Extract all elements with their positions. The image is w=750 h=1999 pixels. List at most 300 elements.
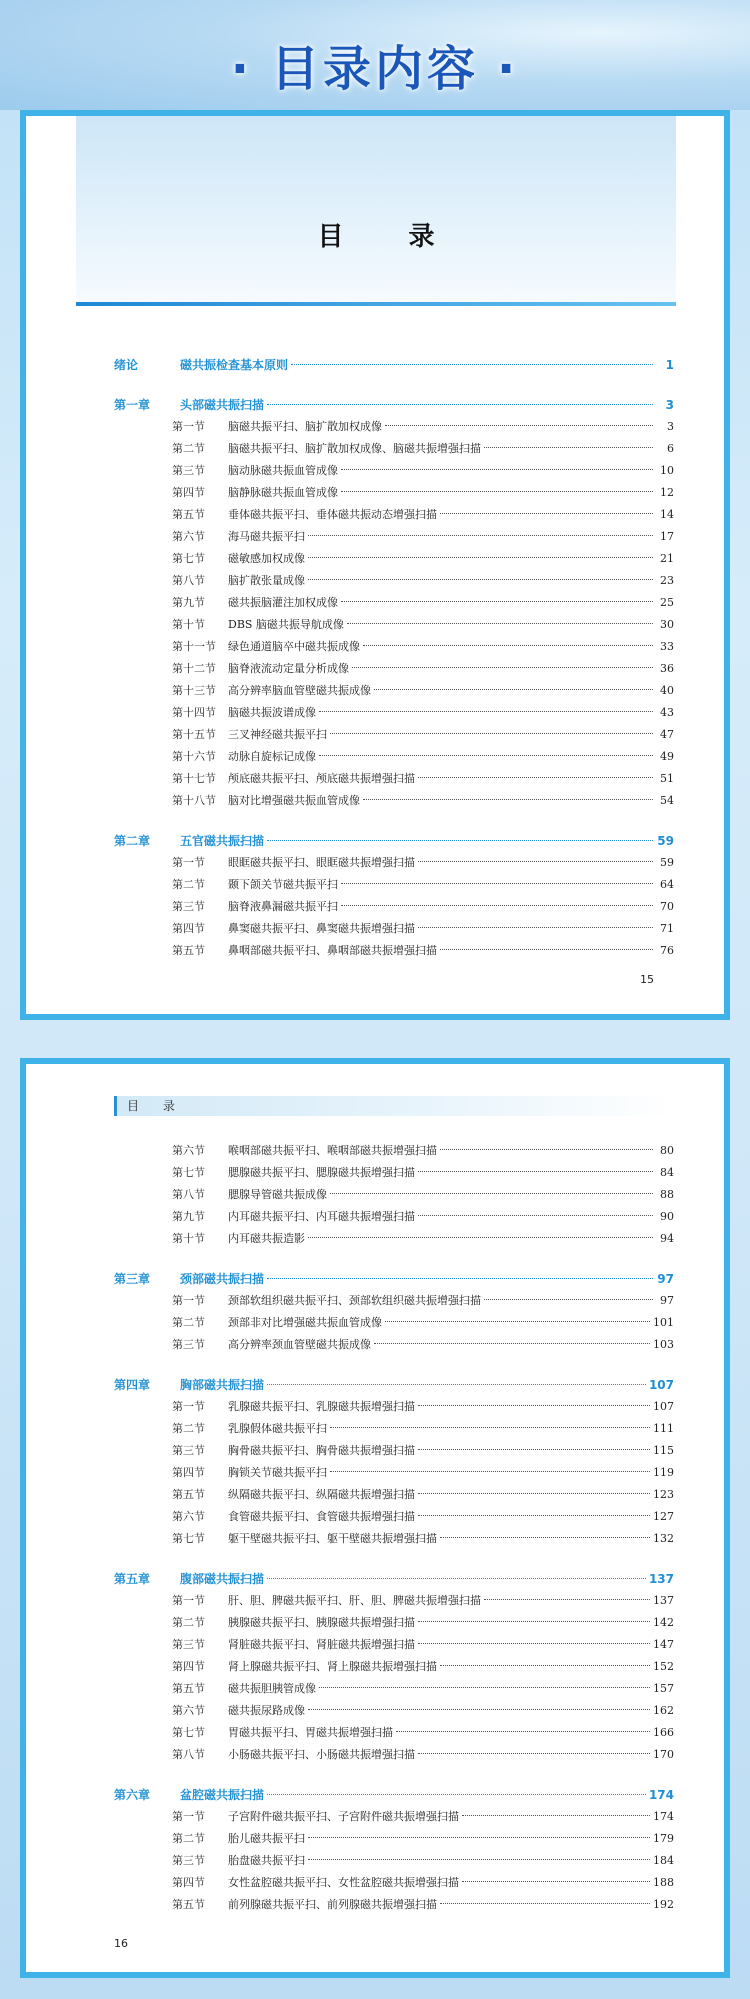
toc-entry-page: 101	[653, 1316, 674, 1329]
toc-leader-dots	[418, 861, 653, 862]
toc-leader-dots	[330, 1471, 650, 1472]
toc-entry-page: 25	[660, 596, 674, 609]
toc-entry-title: 纵隔磁共振平扫、纵隔磁共振增强扫描	[228, 1488, 415, 1501]
toc-entry-title: 脑扩散张量成像	[228, 574, 305, 587]
page-number: 16	[114, 1937, 128, 1950]
toc-section-row[interactable]	[114, 658, 674, 680]
toc-entry-label: 第四节	[172, 922, 205, 935]
toc-leader-dots	[267, 1278, 653, 1279]
toc-entry-label: 第六节	[172, 530, 205, 543]
toc-entry-title: 脑动脉磁共振血管成像	[228, 464, 338, 477]
toc-leader-dots	[418, 1515, 650, 1516]
toc-entry-title: 磁共振脑灌注加权成像	[228, 596, 338, 609]
toc-entry-page: 142	[653, 1616, 674, 1629]
toc-leader-dots	[267, 840, 653, 841]
banner-dot-left: ·	[230, 41, 253, 97]
toc-entry-title: 内耳磁共振平扫、内耳磁共振增强扫描	[228, 1210, 415, 1223]
toc-entry-title: 鼻窦磁共振平扫、鼻窦磁共振增强扫描	[228, 922, 415, 935]
page-number: 15	[640, 973, 654, 986]
toc-entry-page: 51	[660, 772, 674, 785]
toc-section-row[interactable]	[114, 1634, 674, 1656]
toc-leader-dots	[308, 579, 653, 580]
toc-leader-dots	[308, 557, 653, 558]
banner-title	[0, 30, 750, 99]
toc-entry-page: 115	[653, 1444, 674, 1457]
toc-entry-title: 颈部非对比增强磁共振血管成像	[228, 1316, 382, 1329]
toc-entry-label: 第三节	[172, 1444, 205, 1457]
toc-section-row[interactable]	[114, 768, 674, 790]
toc-entry-label: 第一节	[172, 1594, 205, 1607]
toc-section-row[interactable]	[114, 482, 674, 504]
toc-leader-dots	[319, 755, 653, 756]
toc-entry-title: 颈部磁共振扫描	[180, 1272, 265, 1286]
toc-entry-title: 食管磁共振平扫、食管磁共振增强扫描	[228, 1510, 415, 1523]
toc-section-row[interactable]	[114, 1184, 674, 1206]
toc-leader-dots	[440, 1149, 653, 1150]
toc-entry-page: 137	[648, 1572, 674, 1586]
toc-entry-page: 70	[660, 900, 674, 913]
toc-section-row[interactable]	[114, 680, 674, 702]
toc-section-row[interactable]	[114, 940, 674, 962]
toc-entry-label: 第十八节	[172, 794, 216, 807]
toc-leader-dots	[396, 1731, 650, 1732]
header-banner	[0, 0, 750, 110]
toc-leader-dots	[440, 949, 653, 950]
toc-entry-label: 第二节	[172, 1316, 205, 1329]
toc-chapter-row[interactable]	[114, 830, 674, 852]
toc-page-1	[20, 110, 730, 1020]
toc-entry-title: 绿色通道脑卒中磁共振成像	[228, 640, 360, 653]
toc-leader-dots	[418, 1405, 650, 1406]
toc-entry-title: 鼻咽部磁共振平扫、鼻咽部磁共振增强扫描	[228, 944, 437, 957]
toc-entry-label: 第六章	[114, 1788, 151, 1802]
toc-leader-dots	[484, 1599, 650, 1600]
toc-entry-title: 高分辨率脑血管壁磁共振成像	[228, 684, 371, 697]
toc-entry-label: 第十节	[172, 618, 205, 631]
toc-entry-page: 6	[667, 442, 674, 455]
toc-entry-title: 脑静脉磁共振血管成像	[228, 486, 338, 499]
toc-chapter-row[interactable]	[114, 394, 674, 416]
toc-entry-label: 第十六节	[172, 750, 216, 763]
toc-entry-title: 高分辨率颈血管壁磁共振成像	[228, 1338, 371, 1351]
toc-entry-page: 107	[653, 1400, 674, 1413]
toc-section-row[interactable]	[114, 438, 674, 460]
toc-entry-label: 第十七节	[172, 772, 216, 785]
toc-entry-title: 腮腺磁共振平扫、腮腺磁共振增强扫描	[228, 1166, 415, 1179]
toc-entry-label: 第七节	[172, 552, 205, 565]
toc-leader-dots	[440, 1903, 650, 1904]
toc-entry-label: 第一节	[172, 1810, 205, 1823]
toc-entry-page: 123	[653, 1488, 674, 1501]
toc-section-row[interactable]	[114, 1850, 674, 1872]
toc-entry-page: 157	[653, 1682, 674, 1695]
toc-section-row[interactable]	[114, 1700, 674, 1722]
toc-section-row[interactable]	[114, 918, 674, 940]
toc-leader-dots	[418, 1493, 650, 1494]
toc-entry-label: 第四节	[172, 1876, 205, 1889]
toc-entry-title: 颞下颌关节磁共振平扫	[228, 878, 338, 891]
toc-leader-dots	[363, 799, 653, 800]
toc-entry-title: 三叉神经磁共振平扫	[228, 728, 327, 741]
toc-leader-dots	[341, 601, 653, 602]
toc-leader-dots	[330, 1427, 650, 1428]
toc-section-row[interactable]	[114, 1396, 674, 1418]
toc-leader-dots	[418, 1171, 653, 1172]
toc-entry-label: 第三节	[172, 1338, 205, 1351]
toc-entry-title: 五官磁共振扫描	[180, 834, 265, 848]
toc-leader-dots	[308, 1709, 650, 1710]
toc-title-band	[76, 116, 676, 306]
toc-leader-dots	[308, 1837, 650, 1838]
toc-entry-title: 胎盘磁共振平扫	[228, 1854, 305, 1867]
toc-entry-label: 第六节	[172, 1704, 205, 1717]
toc-entry-page: 17	[660, 530, 674, 543]
toc-entry-page: 174	[648, 1788, 674, 1802]
toc-section-row[interactable]	[114, 1206, 674, 1228]
toc-entry-page: 33	[660, 640, 674, 653]
toc-entry-title: 胎儿磁共振平扫	[228, 1832, 305, 1845]
toc-leader-dots	[418, 1621, 650, 1622]
toc-entry-label: 第十节	[172, 1232, 205, 1245]
toc-leader-dots	[418, 1215, 653, 1216]
toc-entry-title: 胰腺磁共振平扫、胰腺磁共振增强扫描	[228, 1616, 415, 1629]
toc-entry-label: 第二章	[114, 834, 151, 848]
toc-entry-title: 磁敏感加权成像	[228, 552, 305, 565]
toc-leader-dots	[341, 491, 653, 492]
toc-entry-label: 第五节	[172, 1682, 205, 1695]
toc-entry-page: 54	[660, 794, 674, 807]
toc-entry-title: 磁共振胆胰管成像	[228, 1682, 316, 1695]
toc-section-row[interactable]	[114, 1418, 674, 1440]
toc-leader-dots	[418, 927, 653, 928]
running-head: 目 录	[114, 1096, 674, 1116]
toc-leader-dots	[308, 535, 653, 536]
toc-leader-dots	[330, 733, 653, 734]
toc-entry-page: 43	[660, 706, 674, 719]
toc-entry-page: 71	[660, 922, 674, 935]
toc-leader-dots	[363, 645, 653, 646]
toc-entry-label: 第六节	[172, 1144, 205, 1157]
toc-entry-title: 脑磁共振波谱成像	[228, 706, 316, 719]
toc-title-rule	[76, 302, 676, 306]
toc-entry-title: 前列腺磁共振平扫、前列腺磁共振增强扫描	[228, 1898, 437, 1911]
toc-entry-page: 97	[657, 1272, 674, 1286]
toc-leader-dots	[440, 513, 653, 514]
toc-entry-page: 170	[653, 1748, 674, 1761]
toc-leader-dots	[267, 404, 653, 405]
toc-entry-title: 头部磁共振扫描	[180, 398, 265, 412]
toc-leader-dots	[308, 1237, 653, 1238]
toc-entry-title: 颈部软组织磁共振平扫、颈部软组织磁共振增强扫描	[228, 1294, 481, 1307]
toc-entry-label: 第一节	[172, 420, 205, 433]
toc-entry-title: 乳腺磁共振平扫、乳腺磁共振增强扫描	[228, 1400, 415, 1413]
toc-entry-label: 绪论	[114, 358, 139, 372]
toc-entry-page: 166	[653, 1726, 674, 1739]
toc-section-row[interactable]	[114, 874, 674, 896]
toc-entry-label: 第十四节	[172, 706, 216, 719]
toc-section-row[interactable]	[114, 614, 674, 636]
toc-leader-dots	[341, 883, 653, 884]
toc-section-row[interactable]	[114, 460, 674, 482]
toc-entry-title: 肾脏磁共振平扫、肾脏磁共振增强扫描	[228, 1638, 415, 1651]
toc-leader-dots	[267, 1578, 646, 1579]
toc-entry-title: 胸骨磁共振平扫、胸骨磁共振增强扫描	[228, 1444, 415, 1457]
toc-entry-title: 盆腔磁共振扫描	[180, 1788, 265, 1802]
toc-section-row[interactable]	[114, 1440, 674, 1462]
toc-section-row[interactable]	[114, 1528, 674, 1550]
toc-section-row[interactable]	[114, 1506, 674, 1528]
toc-entry-page: 119	[653, 1466, 674, 1479]
toc-entry-label: 第四节	[172, 1466, 205, 1479]
toc-entry-page: 3	[667, 420, 674, 433]
toc-entry-label: 第二节	[172, 1832, 205, 1845]
toc-section-row[interactable]	[114, 1612, 674, 1634]
toc-leader-dots	[352, 667, 653, 668]
toc-entry-page: 76	[660, 944, 674, 957]
toc-entry-label: 第五节	[172, 1898, 205, 1911]
toc-section-row[interactable]	[114, 1312, 674, 1334]
toc-section-row[interactable]	[114, 504, 674, 526]
toc-entry-page: 21	[660, 552, 674, 565]
toc-leader-dots	[462, 1815, 650, 1816]
toc-entry-label: 第二节	[172, 1422, 205, 1435]
toc-section-row[interactable]	[114, 1656, 674, 1678]
toc-entry-label: 第三节	[172, 900, 205, 913]
toc-leader-dots	[418, 777, 653, 778]
toc-leader-dots	[319, 1687, 650, 1688]
toc-entry-title: 脑脊液鼻漏磁共振平扫	[228, 900, 338, 913]
toc-entry-page: 59	[660, 856, 674, 869]
toc-section-row[interactable]	[114, 1334, 674, 1356]
toc-entry-label: 第三章	[114, 1272, 151, 1286]
toc-section-row[interactable]	[114, 1484, 674, 1506]
toc-entry-title: 颅底磁共振平扫、颅底磁共振增强扫描	[228, 772, 415, 785]
toc-entry-title: 腹部磁共振扫描	[180, 1572, 265, 1586]
toc-entry-page: 3	[665, 398, 674, 412]
toc-section-row[interactable]	[114, 1722, 674, 1744]
toc-section-row[interactable]	[114, 790, 674, 812]
toc-entry-label: 第九节	[172, 596, 205, 609]
toc-chapter-row[interactable]	[114, 1568, 674, 1590]
toc-leader-dots	[440, 1537, 650, 1538]
toc-entry-title: 胃磁共振平扫、胃磁共振增强扫描	[228, 1726, 393, 1739]
toc-section-row[interactable]	[114, 1228, 674, 1250]
toc-entry-label: 第一节	[172, 856, 205, 869]
toc-chapter-row[interactable]	[114, 1784, 674, 1806]
toc-chapter-row[interactable]	[114, 1268, 674, 1290]
toc-entry-title: 肾上腺磁共振平扫、肾上腺磁共振增强扫描	[228, 1660, 437, 1673]
toc-leader-dots	[291, 364, 653, 365]
toc-section-row[interactable]	[114, 1806, 674, 1828]
toc-entry-title: 肝、胆、脾磁共振平扫、肝、胆、脾磁共振增强扫描	[228, 1594, 481, 1607]
toc-leader-dots	[374, 689, 653, 690]
toc-entry-title: 眼眶磁共振平扫、眼眶磁共振增强扫描	[228, 856, 415, 869]
toc-section-row[interactable]	[114, 1678, 674, 1700]
toc-list-page-1	[114, 354, 674, 962]
toc-entry-label: 第一节	[172, 1400, 205, 1413]
toc-entry-label: 第十五节	[172, 728, 216, 741]
toc-section-row[interactable]	[114, 724, 674, 746]
toc-section-row[interactable]	[114, 416, 674, 438]
toc-leader-dots	[308, 1859, 650, 1860]
toc-leader-dots	[385, 1321, 650, 1322]
toc-entry-page: 152	[653, 1660, 674, 1673]
toc-chapter-row[interactable]	[114, 1374, 674, 1396]
toc-entry-label: 第五节	[172, 944, 205, 957]
toc-entry-page: 40	[660, 684, 674, 697]
toc-leader-dots	[418, 1449, 650, 1450]
toc-entry-page: 90	[660, 1210, 674, 1223]
toc-leader-dots	[385, 425, 653, 426]
toc-section-row[interactable]	[114, 1894, 674, 1916]
toc-entry-page: 192	[653, 1898, 674, 1911]
toc-section-row[interactable]	[114, 746, 674, 768]
toc-entry-page: 59	[657, 834, 674, 848]
toc-entry-page: 179	[653, 1832, 674, 1845]
toc-entry-title: 脑脊液流动定量分析成像	[228, 662, 349, 675]
toc-entry-label: 第十一节	[172, 640, 216, 653]
toc-entry-title: 磁共振尿路成像	[228, 1704, 305, 1717]
toc-entry-label: 第五节	[172, 508, 205, 521]
toc-entry-page: 30	[660, 618, 674, 631]
toc-section-row[interactable]	[114, 1140, 674, 1162]
toc-entry-page: 188	[653, 1876, 674, 1889]
toc-leader-dots	[484, 447, 653, 448]
toc-entry-page: 64	[660, 878, 674, 891]
toc-entry-title: 脑磁共振平扫、脑扩散加权成像	[228, 420, 382, 433]
toc-leader-dots	[374, 1343, 650, 1344]
toc-entry-title: 乳腺假体磁共振平扫	[228, 1422, 327, 1435]
toc-entry-page: 103	[653, 1338, 674, 1351]
toc-entry-label: 第二节	[172, 878, 205, 891]
toc-entry-page: 84	[660, 1166, 674, 1179]
toc-section-row[interactable]	[114, 1590, 674, 1612]
toc-section-row[interactable]	[114, 570, 674, 592]
toc-leader-dots	[347, 623, 653, 624]
toc-entry-label: 第三节	[172, 1638, 205, 1651]
toc-entry-title: 脑对比增强磁共振血管成像	[228, 794, 360, 807]
toc-leader-dots	[330, 1193, 653, 1194]
toc-entry-title: 子宫附件磁共振平扫、子宫附件磁共振增强扫描	[228, 1810, 459, 1823]
toc-section-row[interactable]	[114, 852, 674, 874]
toc-section-row[interactable]	[114, 548, 674, 570]
toc-entry-label: 第五章	[114, 1572, 151, 1586]
toc-entry-page: 12	[660, 486, 674, 499]
toc-leader-dots	[267, 1794, 646, 1795]
toc-entry-label: 第十二节	[172, 662, 216, 675]
toc-leader-dots	[418, 1753, 650, 1754]
toc-entry-title: 内耳磁共振造影	[228, 1232, 305, 1245]
toc-section-row[interactable]	[114, 1828, 674, 1850]
toc-leader-dots	[341, 905, 653, 906]
toc-entry-page: 14	[660, 508, 674, 521]
toc-entry-title: 海马磁共振平扫	[228, 530, 305, 543]
toc-entry-page: 184	[653, 1854, 674, 1867]
toc-section-row[interactable]	[114, 526, 674, 548]
toc-entry-page: 137	[653, 1594, 674, 1607]
toc-entry-label: 第一节	[172, 1294, 205, 1307]
toc-entry-title: 小肠磁共振平扫、小肠磁共振增强扫描	[228, 1748, 415, 1761]
toc-entry-page: 97	[660, 1294, 674, 1307]
toc-section-row[interactable]	[114, 1744, 674, 1766]
toc-leader-dots	[267, 1384, 646, 1385]
toc-list-page-2	[114, 1140, 674, 1916]
toc-entry-page: 111	[653, 1422, 674, 1435]
toc-entry-label: 第二节	[172, 1616, 205, 1629]
toc-entry-label: 第八节	[172, 1748, 205, 1761]
toc-section-row[interactable]	[114, 592, 674, 614]
toc-entry-label: 第八节	[172, 1188, 205, 1201]
toc-leader-dots	[341, 469, 653, 470]
toc-entry-page: 49	[660, 750, 674, 763]
toc-entry-label: 第四章	[114, 1378, 151, 1392]
toc-entry-label: 第六节	[172, 1510, 205, 1523]
toc-entry-label: 第七节	[172, 1166, 205, 1179]
toc-entry-title: 胸部磁共振扫描	[180, 1378, 265, 1392]
toc-entry-label: 第二节	[172, 442, 205, 455]
toc-page-2	[20, 1058, 730, 1978]
toc-entry-title: 躯干壁磁共振平扫、躯干壁磁共振增强扫描	[228, 1532, 437, 1545]
toc-section-row[interactable]	[114, 636, 674, 658]
toc-entry-page: 94	[660, 1232, 674, 1245]
toc-section-row[interactable]	[114, 1872, 674, 1894]
banner-title-text: 目录内容	[270, 41, 479, 97]
toc-entry-label: 第十三节	[172, 684, 216, 697]
toc-entry-page: 174	[653, 1810, 674, 1823]
toc-title: 目 录	[317, 222, 463, 252]
toc-leader-dots	[484, 1299, 653, 1300]
toc-entry-label: 第五节	[172, 1488, 205, 1501]
toc-entry-title: 脑磁共振平扫、脑扩散加权成像、脑磁共振增强扫描	[228, 442, 481, 455]
toc-entry-page: 80	[660, 1144, 674, 1157]
toc-entry-title: 垂体磁共振平扫、垂体磁共振动态增强扫描	[228, 508, 437, 521]
toc-entry-page: 47	[660, 728, 674, 741]
toc-entry-title: 动脉自旋标记成像	[228, 750, 316, 763]
toc-entry-title: DBS 脑磁共振导航成像	[228, 618, 344, 631]
toc-entry-page: 10	[660, 464, 674, 477]
toc-section-row[interactable]	[114, 1462, 674, 1484]
toc-entry-page: 36	[660, 662, 674, 675]
toc-entry-title: 女性盆腔磁共振平扫、女性盆腔磁共振增强扫描	[228, 1876, 459, 1889]
toc-entry-title: 腮腺导管磁共振成像	[228, 1188, 327, 1201]
toc-leader-dots	[418, 1643, 650, 1644]
toc-entry-page: 107	[648, 1378, 674, 1392]
toc-leader-dots	[319, 711, 653, 712]
toc-leader-dots	[440, 1665, 650, 1666]
toc-entry-label: 第一章	[114, 398, 151, 412]
toc-entry-page: 1	[665, 358, 674, 372]
toc-entry-page: 127	[653, 1510, 674, 1523]
toc-entry-page: 147	[653, 1638, 674, 1651]
toc-entry-page: 162	[653, 1704, 674, 1717]
toc-entry-label: 第四节	[172, 486, 205, 499]
toc-chapter-row[interactable]	[114, 354, 674, 376]
toc-entry-page: 23	[660, 574, 674, 587]
toc-entry-label: 第三节	[172, 464, 205, 477]
toc-entry-label: 第七节	[172, 1532, 205, 1545]
toc-entry-label: 第九节	[172, 1210, 205, 1223]
toc-entry-title: 磁共振检查基本原则	[180, 358, 289, 372]
toc-entry-label: 第四节	[172, 1660, 205, 1673]
toc-section-row[interactable]	[114, 702, 674, 724]
toc-entry-label: 第八节	[172, 574, 205, 587]
toc-section-row[interactable]	[114, 1290, 674, 1312]
toc-entry-label: 第三节	[172, 1854, 205, 1867]
toc-section-row[interactable]	[114, 1162, 674, 1184]
toc-entry-page: 88	[660, 1188, 674, 1201]
toc-section-row[interactable]	[114, 896, 674, 918]
toc-entry-page: 132	[653, 1532, 674, 1545]
